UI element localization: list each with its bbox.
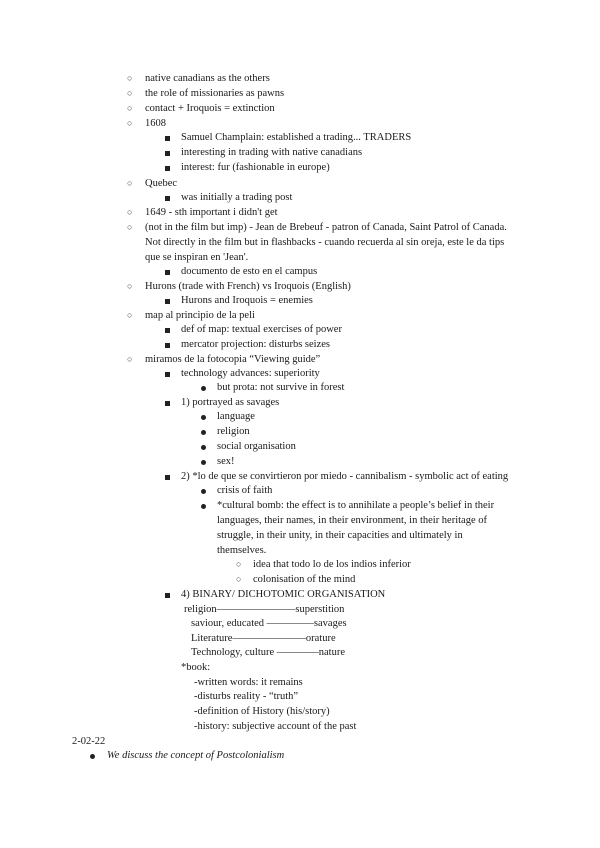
- round-bullet-icon: [201, 386, 206, 391]
- square-bullet-icon: [165, 593, 170, 598]
- hollow-bullet-icon: ○: [127, 178, 133, 188]
- list-item: was initially a trading post: [181, 192, 293, 203]
- binary-line: saviour, educated —–––––––savages: [191, 618, 347, 629]
- round-bullet-icon: [90, 754, 95, 759]
- round-bullet-icon: [201, 445, 206, 450]
- list-item: We discuss the concept of Postcolonialism: [107, 750, 285, 761]
- book-line: -history: subjective account of the past: [194, 721, 357, 732]
- hollow-bullet-icon: ○: [127, 118, 133, 128]
- list-item: *cultural bomb: the effect is to annihilate a people’s belief in their: [217, 500, 495, 511]
- book-line: -disturbs reality - “truth”: [194, 691, 299, 702]
- hollow-bullet-icon: ○: [236, 559, 242, 569]
- square-bullet-icon: [165, 343, 170, 348]
- binary-line: Technology, culture —––––––nature: [191, 647, 345, 658]
- list-item: social organisation: [217, 441, 296, 452]
- round-bullet-icon: [201, 504, 206, 509]
- hollow-bullet-icon: ○: [127, 222, 133, 232]
- square-bullet-icon: [165, 166, 170, 171]
- list-item: technology advances: superiority: [181, 368, 320, 379]
- square-bullet-icon: [165, 328, 170, 333]
- list-item-continuation: que se inspiran en 'Jean'.: [145, 252, 249, 263]
- list-item: documento de esto en el campus: [181, 266, 318, 277]
- hollow-bullet-icon: ○: [127, 354, 133, 364]
- list-item: contact + Iroquois = extinction: [145, 103, 275, 114]
- square-bullet-icon: [165, 151, 170, 156]
- list-item: 1608: [145, 118, 166, 129]
- square-bullet-icon: [165, 372, 170, 377]
- list-item: (not in the film but imp) - Jean de Brebeuf - patron of Canada, Saint Patrol of Canada.: [145, 222, 507, 233]
- binary-line: Literature—––––––––––––orature: [191, 633, 336, 644]
- round-bullet-icon: [201, 430, 206, 435]
- list-item: idea that todo lo de los indios inferior: [253, 559, 411, 570]
- hollow-bullet-icon: ○: [127, 310, 133, 320]
- square-bullet-icon: [165, 299, 170, 304]
- list-item: but prota: not survive in forest: [217, 382, 345, 393]
- list-item: 1) portrayed as savages: [181, 397, 280, 408]
- square-bullet-icon: [165, 401, 170, 406]
- list-item: Quebec: [145, 178, 178, 189]
- list-item: colonisation of the mind: [253, 574, 356, 585]
- square-bullet-icon: [165, 196, 170, 201]
- round-bullet-icon: [201, 460, 206, 465]
- square-bullet-icon: [165, 475, 170, 480]
- list-item-continuation: struggle, in their unity, in their capacities and ultimately in: [217, 530, 463, 541]
- list-item: Hurons (trade with French) vs Iroquois (English): [145, 281, 351, 292]
- round-bullet-icon: [201, 489, 206, 494]
- list-item: Hurons and Iroquois = enemies: [181, 295, 313, 306]
- hollow-bullet-icon: ○: [127, 207, 133, 217]
- list-item: 4) BINARY/ DICHOTOMIC ORGANISATION: [181, 589, 386, 600]
- book-heading: *book:: [181, 662, 211, 673]
- list-item: def of map: textual exercises of power: [181, 324, 342, 335]
- list-item: 2) *lo de que se convirtieron por miedo - cannibalism - symbolic act of eating: [181, 471, 509, 482]
- book-line: -written words: it remains: [194, 677, 303, 688]
- list-item-continuation: Not directly in the film but in flashbacks - cuando recuerda al sin oreja, este le da tips: [145, 237, 505, 248]
- hollow-bullet-icon: ○: [127, 73, 133, 83]
- list-item: sex!: [217, 456, 235, 467]
- book-line: -definition of History (his/story): [194, 706, 330, 717]
- list-item: crisis of faith: [217, 485, 273, 496]
- square-bullet-icon: [165, 136, 170, 141]
- list-item: interesting in trading with native canadians: [181, 147, 363, 158]
- hollow-bullet-icon: ○: [236, 574, 242, 584]
- list-item: language: [217, 411, 255, 422]
- list-item: Samuel Champlain: established a trading... TRADERS: [181, 132, 412, 143]
- list-item: religion: [217, 426, 250, 437]
- round-bullet-icon: [201, 415, 206, 420]
- list-item: miramos de la fotocopia “Viewing guide”: [145, 354, 321, 365]
- binary-line: religion——–––––––––––superstition: [184, 604, 345, 615]
- list-item-continuation: languages, their names, in their environment, in their heritage of: [217, 515, 487, 526]
- list-item: native canadians as the others: [145, 73, 270, 84]
- date-heading: 2-02-22: [72, 736, 106, 747]
- list-item: mercator projection: disturbs seizes: [181, 339, 330, 350]
- square-bullet-icon: [165, 270, 170, 275]
- list-item: 1649 - sth important i didn't get: [145, 207, 278, 218]
- hollow-bullet-icon: ○: [127, 88, 133, 98]
- list-item: map al principio de la peli: [145, 310, 255, 321]
- hollow-bullet-icon: ○: [127, 281, 133, 291]
- hollow-bullet-icon: ○: [127, 103, 133, 113]
- list-item-continuation: themselves.: [217, 545, 267, 556]
- list-item: interest: fur (fashionable in europe): [181, 162, 330, 173]
- list-item: the role of missionaries as pawns: [145, 88, 285, 99]
